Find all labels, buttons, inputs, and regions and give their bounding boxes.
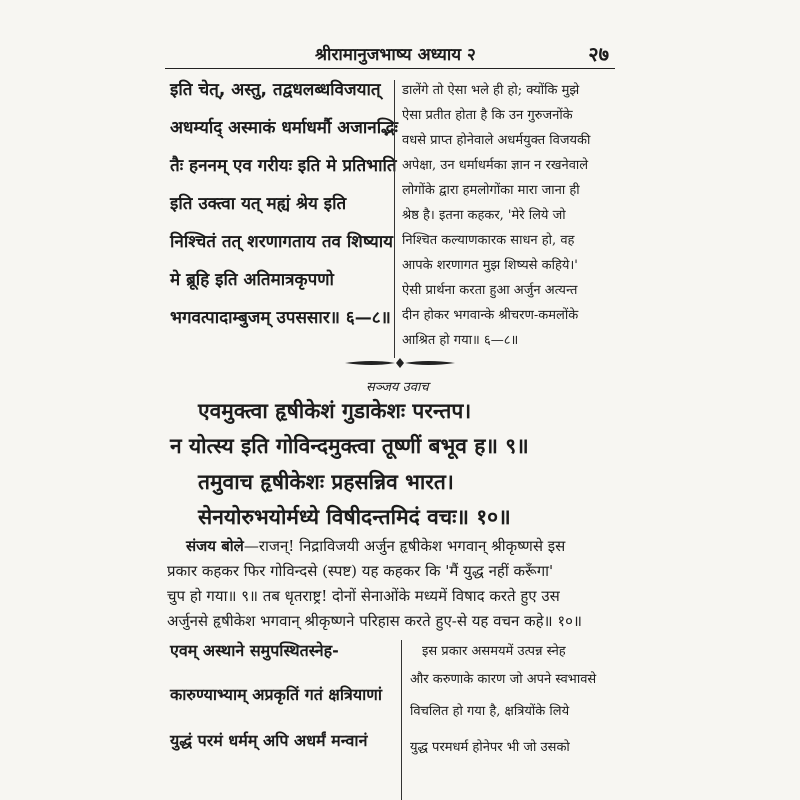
header-title: श्रीरामानुजभाष्य अध्याय २ <box>315 45 476 65</box>
hindi-line: इस प्रकार असमयमें उत्पन्न स्नेह <box>422 644 566 659</box>
sanskrit-line: कारुण्याभ्याम् अप्रकृतिं गतं क्षत्रियाणां <box>170 685 382 704</box>
translation-line <box>186 536 565 556</box>
verse-line: सेनयोरुभयोर्मध्ये विषीदन्तमिदं वचः॥ १०॥ <box>198 505 511 529</box>
translation-speaker: संजय बोले <box>186 537 244 555</box>
sanskrit-line: इति उक्त्वा यत् मह्यं श्रेय इति <box>170 194 347 214</box>
sanskrit-line: एवम् अस्थाने समुपस्थितस्नेह- <box>170 641 339 660</box>
hindi-line: आश्रित हो गया॥ ६—८॥ <box>402 333 519 348</box>
hindi-line: युद्ध परमधर्म होनेपर भी जो उसको <box>410 740 570 755</box>
hindi-line: आपके शरणागत मुझ शिष्यसे कहिये।' <box>402 258 578 273</box>
sanskrit-line: मे ब्रूहि इति अतिमात्रकृपणो <box>170 270 334 290</box>
sanskrit-line: भगवत्पादाम्बुजम् उपससार॥ ६—८॥ <box>170 308 391 328</box>
translation-line: अर्जुनसे हृषीकेश भगवान् श्रीकृष्णने परिहास करते हुए-से यह वचन कहे॥ १०॥ <box>167 612 582 630</box>
hindi-line: निश्चित कल्याणकारक साधन हो, वह <box>402 233 575 248</box>
hindi-line: लोगोंके द्वारा हमलोगोंका मारा जाना ही <box>402 183 580 198</box>
hindi-line: और करुणाके कारण जो अपने स्वभावसे <box>410 672 597 687</box>
hindi-line: वधसे प्राप्त होनेवाले अधर्मयुक्त विजयकी <box>402 133 591 148</box>
hindi-line: दीन होकर भगवान्के श्रीचरण-कमलोंके <box>402 308 579 323</box>
verse-line: तमुवाच हृषीकेशः प्रहसन्निव भारत। <box>198 470 454 494</box>
verse-speaker: सञ्जय उवाच <box>366 380 429 395</box>
translation-line: चुप हो गया॥ ९॥ तब धृतराष्ट्र! दोनों सेनाओंके मध्यमें विषाद करते हुए उस <box>167 587 560 605</box>
sanskrit-line: निश्चितं तत् शरणागताय तव शिष्याय <box>170 232 393 252</box>
hindi-line: अपेक्षा, उन धर्माधर्मका ज्ञान न रखनेवाले <box>402 158 589 173</box>
sanskrit-line: युद्धं परमं धर्मम् अपि अधर्मं मन्वानं <box>170 731 368 750</box>
page-number: २७ <box>588 42 609 66</box>
sanskrit-commentary-bottom <box>170 643 395 793</box>
hindi-line: डालेंगे तो ऐसा भले ही हो; क्योंकि मुझे <box>402 83 580 98</box>
hindi-commentary-bottom <box>410 645 630 795</box>
hindi-line: श्रेष्ठ है। इतना कहकर, 'मेरे लिये जो <box>402 208 566 223</box>
verse-line: न योत्स्य इति गोविन्दमुक्त्वा तूष्णीं बभूव ह॥ ९॥ <box>170 434 529 458</box>
sanskrit-commentary-top <box>170 80 398 372</box>
verse-line: एवमुक्त्वा हृषीकेशं गुडाकेशः परन्तप। <box>198 399 472 423</box>
sanskrit-line: तैः हननम् एव गरीयः इति मे प्रतिभाति <box>170 156 397 176</box>
hindi-line: विचलित हो गया है, क्षत्रियोंके लिये <box>410 704 570 719</box>
column-divider <box>401 640 402 800</box>
sanskrit-line: अधर्म्याद् अस्माकं धर्माधर्मौ अजानद्भिः <box>170 118 398 138</box>
sanskrit-line: इति चेत्, अस्तु, तद्वधलब्धविजयात् <box>170 80 381 100</box>
hindi-line: ऐसी प्रार्थना करता हुआ अर्जुन अत्यन्त <box>402 283 578 298</box>
hindi-line: ऐसा प्रतीत होता है कि उन गुरुजनोंके <box>402 108 573 123</box>
hindi-commentary-top <box>402 84 624 364</box>
running-header <box>165 38 615 69</box>
column-divider <box>394 80 395 358</box>
translation-line-rest: —राजन्! निद्राविजयी अर्जुन हृषीकेश भगवान् श्रीकृष्णसे इस <box>243 537 566 555</box>
translation-line: प्रकार कहकर फिर गोविन्दसे (स्पष्ट) यह कहकर कि 'मैं युद्ध नहीं करूँगा' <box>167 562 554 580</box>
ornament-divider-icon <box>345 357 455 369</box>
